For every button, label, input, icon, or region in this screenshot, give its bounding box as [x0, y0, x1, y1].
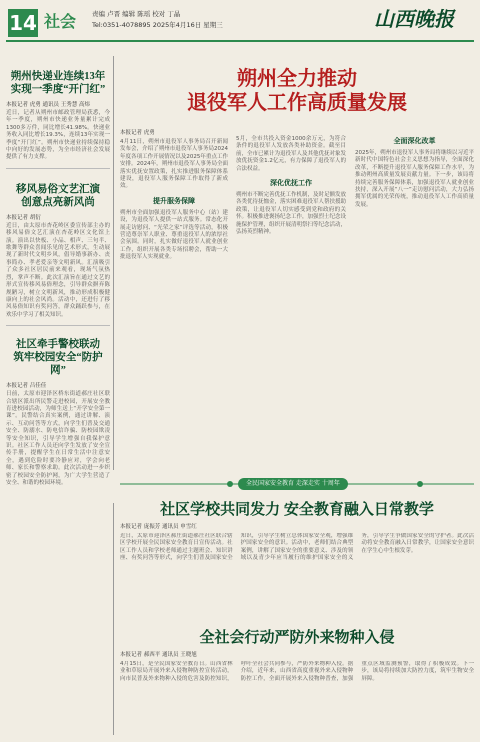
- column-rule: [113, 503, 114, 735]
- article-title-line1: 移风易俗文艺汇演: [16, 183, 100, 195]
- article-title-line1: 朔州快递业连续13年: [10, 71, 106, 82]
- article-kuaidi: [6, 70, 110, 162]
- article-byline: 本报记者 胡衍: [6, 214, 41, 221]
- section-name: 社会: [44, 12, 77, 31]
- logo-text: 山西晚报: [374, 9, 454, 31]
- main-col-2: [236, 136, 346, 236]
- headline-line2: 退役军人工作高质量发展: [187, 92, 407, 114]
- date-info: Tel:0351-4078895 2025年4月16日 星期三: [92, 21, 223, 29]
- article-body: 日前，太原市迎泽区桥东街道郝庄社区联合辖区派出所民警走进校园，开展安全教育进校园活动，为师生送上“开学安全第一课”。民警结合真实案例，通过讲解、演示、互动问答等方式，向学生们普及交通安全、防溺水、防电信诈骗、防校园欺凌等安全知识，引导学生增强自我保护意识。社区工作人员还向学生发放了安全宣传手册，提醒学生在日常生活中注意安全，遇到危险时要冷静应对，学会向老师、家长和警察求助。此次活动进一步织密了校园安全防护网，为广大学生营造了安全、和谐的校园环境。: [6, 391, 110, 486]
- article-title-line2: 实现一季度“开门红”: [10, 84, 106, 95]
- left-column: [6, 48, 110, 736]
- article3-text: 4月15日，是全民国家安全教育日。山西省林业和草原局开展外来入侵物种防控宣传活动，向市民普及外来物种入侵的危害及防控知识，呼吁全社会共同参与，严防外来物种入侵。据介绍，近年来，山西省高度重视外来入侵物种防控工作，全面开展外来入侵物种普查，加强重点区域监测预警，取得了积极成效。下一步，该局将持续加大防控力度，筑牢生物安全屏障。: [120, 661, 474, 682]
- article-yifeng: [6, 183, 110, 319]
- theme-banner: [120, 475, 474, 493]
- article2-headline: 社区学校共同发力 安全教育融入日常教学: [160, 502, 434, 518]
- main-col2-text: 5月，全市共投入资金1000余万元，为符合条件的退役军人发放各类补助资金。截至目前，全市已累计为退役军人及其他优抚对象发放优抚资金1.2亿元，有力保障了退役军人的合法权益。: [236, 136, 347, 172]
- page-header: [0, 0, 480, 46]
- article-shequ: [6, 338, 110, 487]
- subheading: 全面深化改革: [393, 137, 436, 145]
- main-headline: [120, 68, 474, 115]
- article3-body: [120, 650, 474, 737]
- article2-text: 近日，太原市迎泽区郝庄街道郝庄社区联合辖区学校开展全民国家安全教育日宣传活动。社区工作人员和学校老师通过主题班会、知识讲座、有奖问答等形式，向学生们普及国家安全知识，引导学生树立总体国家安全观，增强维护国家安全的意识。活动中，老师们结合典型案例，讲解了国家安全的重要意义、涉及的领域以及青少年应当履行的维护国家安全的义务，引导学生争做国家安全的守护者。此次活动将安全教育融入日常教学，让国家安全意识在学生心中生根发芽。: [120, 533, 474, 562]
- main-col1-text2: 朔州市全面加强退役军人服务中心（站）建设，为退役军人提供一站式服务。常态化开展走访慰问、“光荣之家”评选等活动，积极营造尊崇军人职业、尊重退役军人的浓厚社会氛围。同时，扎实做好退役军人就业创业工作，组织开展各类专场招聘会，帮助一大批退役军人实现就业。: [120, 209, 228, 261]
- column-rule: [113, 56, 114, 470]
- article-body: 近日，记者从朔州市邮政管理局获悉，今年一季度，朔州市快递业务量累计完成1300多万件，同比增长41.98%。快递业务收入同比增长19.3%，连续13年实现一季度“开门红”。朔州市快递业持续保持稳中向好的发展态势，为全市经济社会发展提供了有力支撑。: [6, 110, 110, 161]
- banner-text: 全民国家安全教育 走深走实 十周年: [238, 478, 348, 490]
- main-byline: 本报记者 虎勇: [120, 130, 155, 136]
- article3-byline: 本报记者 郝西平 通讯员 王晓旭: [120, 652, 197, 658]
- divider: [6, 325, 110, 326]
- article-byline: 本报记者 虎勇 通讯员 王秀慧 高炜: [6, 102, 90, 108]
- subheading: 提升服务保障: [153, 196, 195, 205]
- article-title-line2: 筑牢校园安全“防护网”: [13, 352, 103, 377]
- main-col3-text: 2025年，朔州市退役军人事务局将继续以习近平新时代中国特色社会主义思想为指导，全面深化改革，不断提升退役军人服务保障工作水平，为推动朔州高质量发展贡献力量。下一步，该局将持续完善服务保障体系，加强退役军人就业创业扶持，深入开展“八一”走访慰问活动，大力弘扬拥军优属的光荣传统，推动退役军人工作高质量发展。: [355, 150, 474, 208]
- header-rule: [6, 40, 474, 42]
- main-col2-text2: 朔州市不断完善优抚工作机制，及时足额发放各类优待抚恤金，落实困难退役军人帮扶援助政策，让退役军人切实感受到党和政府的关怀。积极推进褒扬纪念工作，加强烈士纪念设施保护管理，组织开展清明祭扫等纪念活动，弘扬英烈精神。: [236, 192, 347, 236]
- divider: [6, 168, 110, 169]
- article-byline: 本报记者 吕佳佳: [6, 383, 47, 390]
- page-number: 14: [9, 11, 37, 35]
- article3-headline: 全社会行动严防外来物种入侵: [199, 630, 395, 646]
- article2-body: [120, 522, 474, 621]
- main-col-1: [120, 128, 228, 262]
- article2-byline: 本报记者 庞振芳 通讯员 申雪红: [120, 524, 197, 530]
- headline-line1: 朔州全力推动: [237, 68, 357, 90]
- main-col1-text: 4月11日，朔州市退役军人事务局召开新闻发布会，介绍了朔州市退役军人事务局2024年度各项工作开展情况以及2025年重点工作安排。2024年，朔州市退役军人事务局全面落实优抚安置政策，扎实推进服务保障体系建设，退役军人服务保障工作取得了新成效。: [120, 139, 228, 190]
- article-title-line2: 创意点亮新风尚: [21, 196, 95, 208]
- editor-info: 责编 卢晋 编辑 陈瑶 校对 丁晶: [92, 10, 181, 18]
- subheading: 深化优抚工作: [270, 179, 312, 188]
- main-col-3: [355, 136, 474, 209]
- newspaper-logo: [355, 6, 473, 32]
- article-title-line1: 社区牵手警校联动: [16, 339, 100, 351]
- article-body: 近日，由太原市杏花岭区委宣传部主办的移风易俗文艺汇演在杏花岭区文化馆上演。演出以快板、小品、相声、三句半、歌舞等群众喜闻乐见的艺术形式，生动展现了新时代文明乡风，倡导婚事新办、丧事简办、孝老爱亲等文明新风。汇演吸引了众多社区居民前来观看，现场气氛热烈，掌声不断。此次汇演旨在通过文艺的形式宣传移风易俗理念，引导群众摒弃陈规陋习，树立文明新风，推动形成积极健康向上的社会风尚。活动中，还进行了移风易俗知识有奖问答，群众踊跃参与，在欢乐中学习了相关知识。: [6, 222, 110, 318]
